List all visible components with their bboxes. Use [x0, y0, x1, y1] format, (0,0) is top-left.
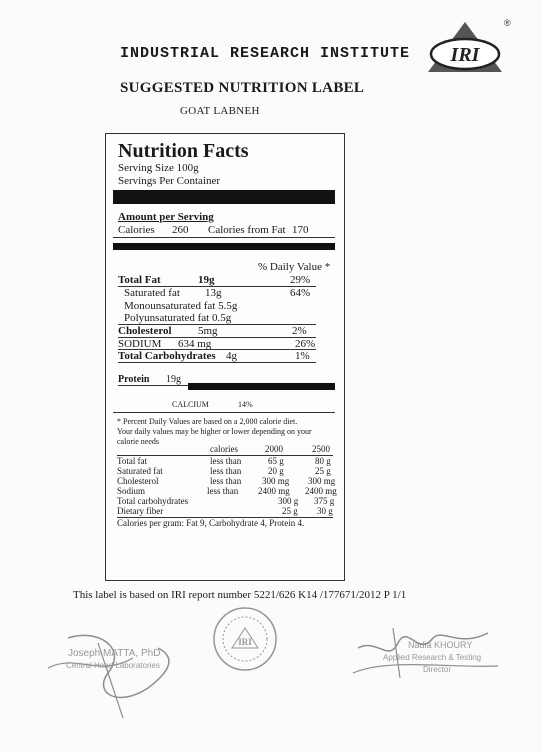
- left-signatory-name: Joseph MATTA, PhD: [68, 648, 161, 659]
- calories-value: 260: [172, 224, 189, 236]
- ref-row-condition: less than: [210, 476, 242, 486]
- institute-name: INDUSTRIAL RESEARCH INSTITUTE: [120, 45, 411, 62]
- cholesterol-label: Cholesterol: [118, 325, 172, 337]
- left-signatory-title: Central Head Laboratories: [66, 661, 160, 670]
- ref-header-calories: calories: [210, 444, 238, 454]
- ref-row-name: Total carbohydrates: [117, 496, 189, 506]
- total-fat-label: Total Fat: [118, 274, 161, 286]
- total-fat-amount: 19g: [198, 274, 215, 286]
- protein-label: Protein: [118, 374, 150, 385]
- ref-row-2500: 300 mg: [308, 476, 336, 486]
- polyunsaturated-fat: Polyunsaturated fat 0.5g: [124, 312, 232, 324]
- right-signatory-subtitle: Director: [423, 665, 452, 674]
- ref-row-2500: 30 g: [317, 506, 333, 516]
- ref-row-condition: less than: [207, 486, 239, 496]
- footnote-line-3: calorie needs: [117, 437, 159, 446]
- ref-row-2000: 2400 mg: [258, 486, 290, 496]
- thick-divider: [113, 190, 335, 204]
- right-signatory-title: Applied Research & Testing: [383, 653, 482, 662]
- medium-divider: [188, 383, 335, 390]
- report-reference-note: This label is based on IRI report number 5221/626 K14 /177671/2012 P 1/1: [73, 589, 407, 601]
- ref-row-2000: 300 mg: [262, 476, 290, 486]
- ref-row-2500: 375 g: [314, 496, 335, 506]
- ref-row-2000: 25 g: [282, 506, 298, 516]
- monounsaturated-fat: Monounsaturated fat 5.5g: [124, 300, 238, 312]
- ref-row-2000: 20 g: [268, 466, 284, 476]
- calcium-label: CALCIUM: [172, 400, 209, 409]
- divider: [113, 237, 335, 238]
- cholesterol-dv: 2%: [292, 325, 307, 337]
- divider: [118, 385, 193, 386]
- sodium-label: SODIUM: [118, 338, 162, 350]
- iri-logo: [410, 14, 520, 84]
- footnote-line-2: Your daily values may be higher or lower depending on your: [117, 427, 312, 436]
- total-carbohydrates-label: Total Carbohydrates: [118, 350, 216, 362]
- ref-header-2000: 2000: [265, 444, 283, 454]
- right-signature: [338, 618, 508, 698]
- medium-divider: [113, 243, 335, 250]
- total-carbohydrates-amount: 4g: [226, 350, 237, 362]
- ref-row-name: Cholesterol: [117, 476, 159, 486]
- ref-row-name: Saturated fat: [117, 466, 163, 476]
- calories-from-fat-value: 170: [292, 224, 309, 236]
- stamp-text: IRI: [238, 637, 252, 647]
- amount-per-serving: Amount per Serving: [118, 211, 214, 223]
- footnote-line-1: * Percent Daily Values are based on a 2,000 calorie diet.: [117, 417, 298, 426]
- calories-from-fat-label: Calories from Fat: [208, 224, 286, 236]
- serving-size: Serving Size 100g: [118, 162, 199, 174]
- divider: [113, 412, 335, 413]
- ref-row-2500: 80 g: [315, 456, 331, 466]
- calories-label: Calories: [118, 224, 155, 236]
- ref-row-2000: 65 g: [268, 456, 284, 466]
- right-signatory-name: Nadia KHOURY: [408, 640, 473, 650]
- servings-per-container: Servings Per Container: [118, 175, 221, 187]
- saturated-fat-dv: 64%: [290, 287, 311, 299]
- cholesterol-amount: 5mg: [198, 325, 218, 337]
- product-name: GOAT LABNEH: [180, 105, 260, 117]
- ref-row-condition: less than: [210, 466, 242, 476]
- saturated-fat-label: Saturated fat: [124, 287, 180, 299]
- ref-header-2500: 2500: [312, 444, 330, 454]
- daily-value-header: % Daily Value *: [258, 261, 331, 273]
- sodium-amount: 634 mg: [178, 338, 212, 350]
- saturated-fat-amount: 13g: [205, 287, 222, 299]
- logo-text: IRI: [450, 44, 480, 66]
- ref-row-condition: less than: [210, 456, 242, 466]
- ref-row-2000: 300 g: [278, 496, 299, 506]
- registered-mark: ®: [504, 18, 511, 28]
- nutrition-facts-title: Nutrition Facts: [118, 140, 249, 162]
- calories-per-gram: Calories per gram: Fat 9, Carbohydrate 4, Protein 4.: [117, 518, 305, 528]
- ref-row-name: Dietary fiber: [117, 506, 164, 516]
- ref-row-2500: 25 g: [315, 466, 331, 476]
- protein-amount: 19g: [166, 374, 181, 385]
- sodium-dv: 26%: [295, 338, 316, 350]
- total-carbohydrates-dv: 1%: [295, 350, 310, 362]
- ref-row-name: Sodium: [117, 486, 146, 496]
- ref-row-name: Total fat: [117, 456, 148, 466]
- ref-row-2500: 2400 mg: [305, 486, 337, 496]
- calcium-value: 14%: [238, 400, 253, 409]
- divider: [118, 362, 316, 363]
- left-signature: [38, 618, 198, 728]
- official-stamp: [210, 604, 280, 674]
- document-title: SUGGESTED NUTRITION LABEL: [120, 80, 365, 96]
- total-fat-dv: 29%: [290, 274, 311, 286]
